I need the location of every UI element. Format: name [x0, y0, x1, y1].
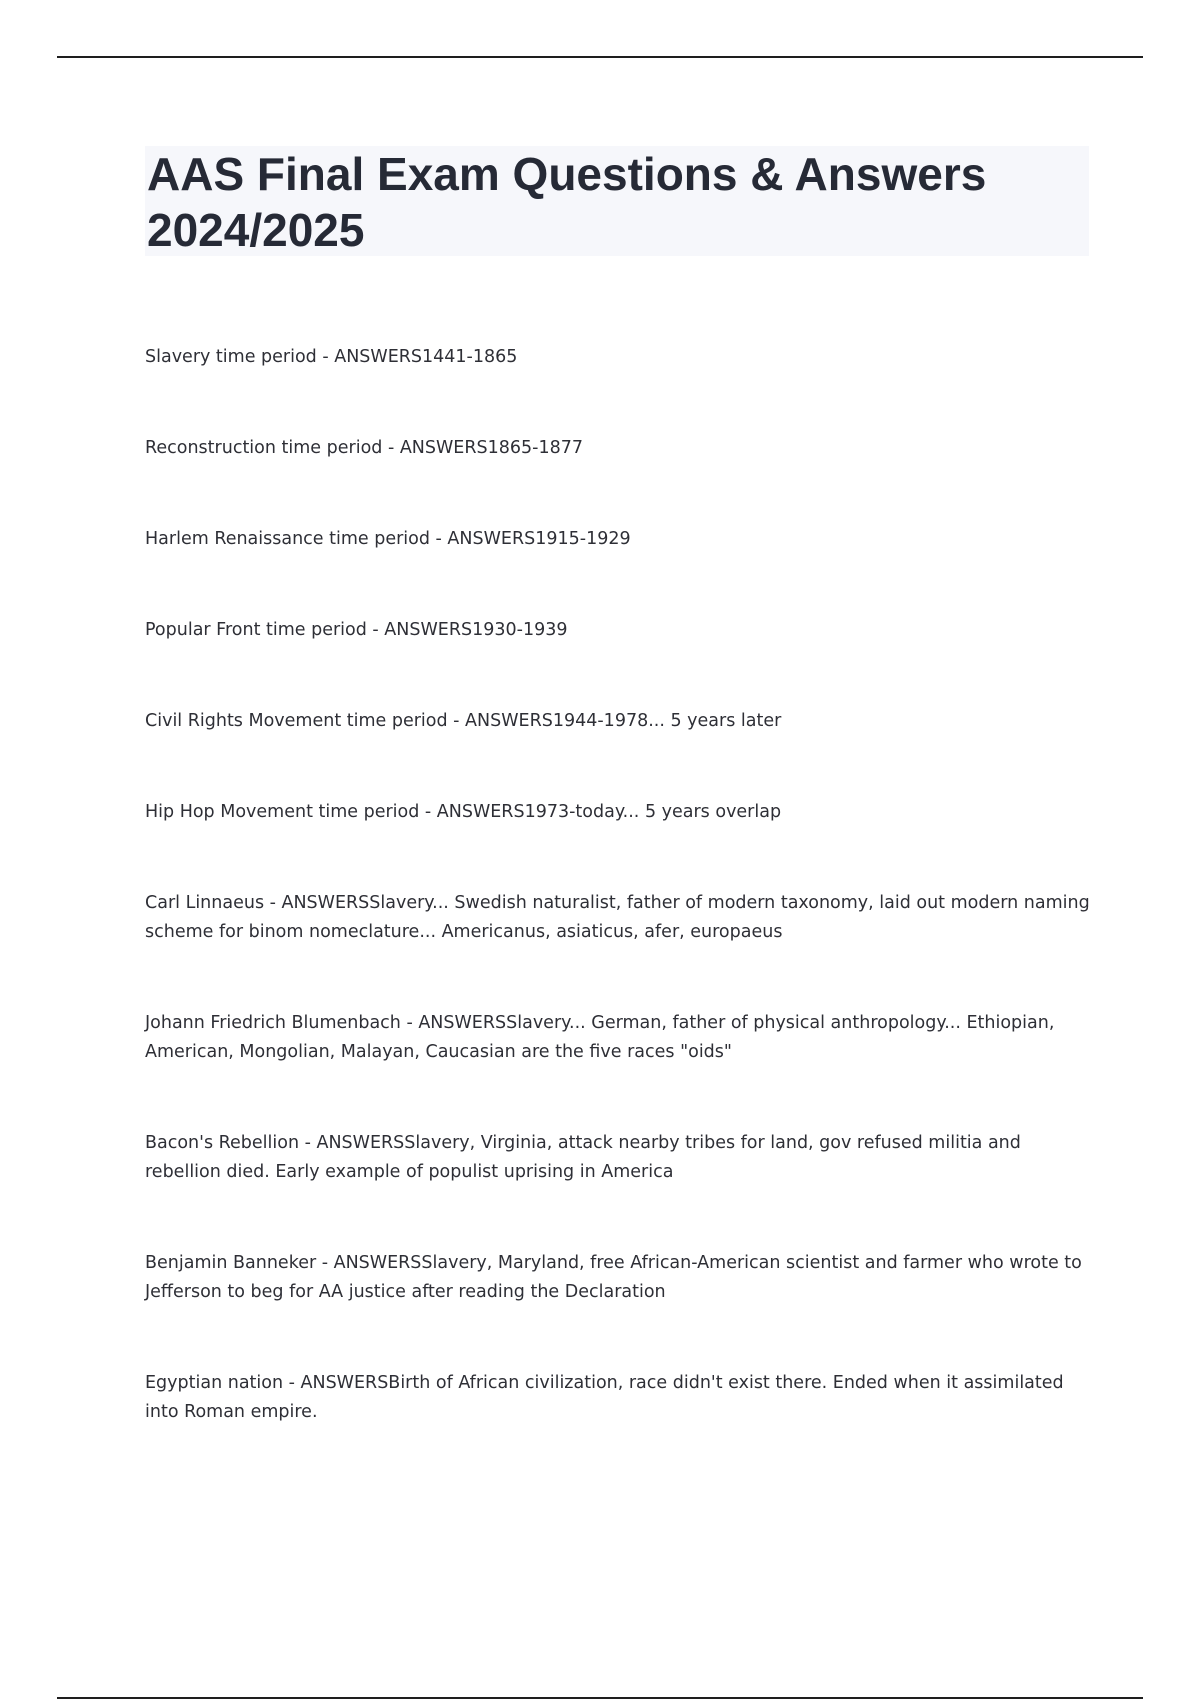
title-banner [145, 146, 1089, 256]
qa-entry-bacons-rebellion: Bacon's Rebellion - ANSWERSSlavery, Virginia, attack nearby tribes for land, gov refused militia and rebellion died. Early example of populist uprising in America [145, 1133, 1021, 1182]
bottom-divider [57, 1697, 1143, 1699]
qa-entry-carl-linnaeus: Carl Linnaeus - ANSWERSSlavery... Swedish naturalist, father of modern taxonomy, laid out modern naming scheme for binom nomeclature... Americanus, asiaticus, afer, europaeus [145, 893, 1090, 942]
qa-entry-reconstruction-period: Reconstruction time period - ANSWERS1865-1877 [145, 438, 584, 458]
top-divider [57, 56, 1143, 58]
qa-entry-hip-hop-period: Hip Hop Movement time period - ANSWERS1973-today... 5 years overlap [145, 802, 782, 822]
qa-entry-popular-front-period: Popular Front time period - ANSWERS1930-1939 [145, 620, 568, 640]
qa-entry-blumenbach: Johann Friedrich Blumenbach - ANSWERSSlavery... German, father of physical anthropology... Ethiopian, American, Mongolian, Malayan, Caucasian are the five races "oids" [145, 1013, 1055, 1062]
qa-entry-harlem-renaissance-period: Harlem Renaissance time period - ANSWERS1915-1929 [145, 529, 631, 549]
qa-list [145, 343, 1090, 1427]
qa-entry-slavery-period: Slavery time period - ANSWERS1441-1865 [145, 347, 518, 367]
document-title: AAS Final Exam Questions & Answers 2024/2025 [147, 148, 987, 256]
qa-entry-benjamin-banneker: Benjamin Banneker - ANSWERSSlavery, Maryland, free African-American scientist and farmer who wrote to Jefferson to beg for AA justice after reading the Declaration [145, 1253, 1082, 1302]
qa-entry-egyptian-nation: Egyptian nation - ANSWERSBirth of African civilization, race didn't exist there. Ended when it assimilated into Roman empire. [145, 1373, 1064, 1422]
qa-entry-civil-rights-period: Civil Rights Movement time period - ANSWERS1944-1978... 5 years later [145, 711, 782, 731]
